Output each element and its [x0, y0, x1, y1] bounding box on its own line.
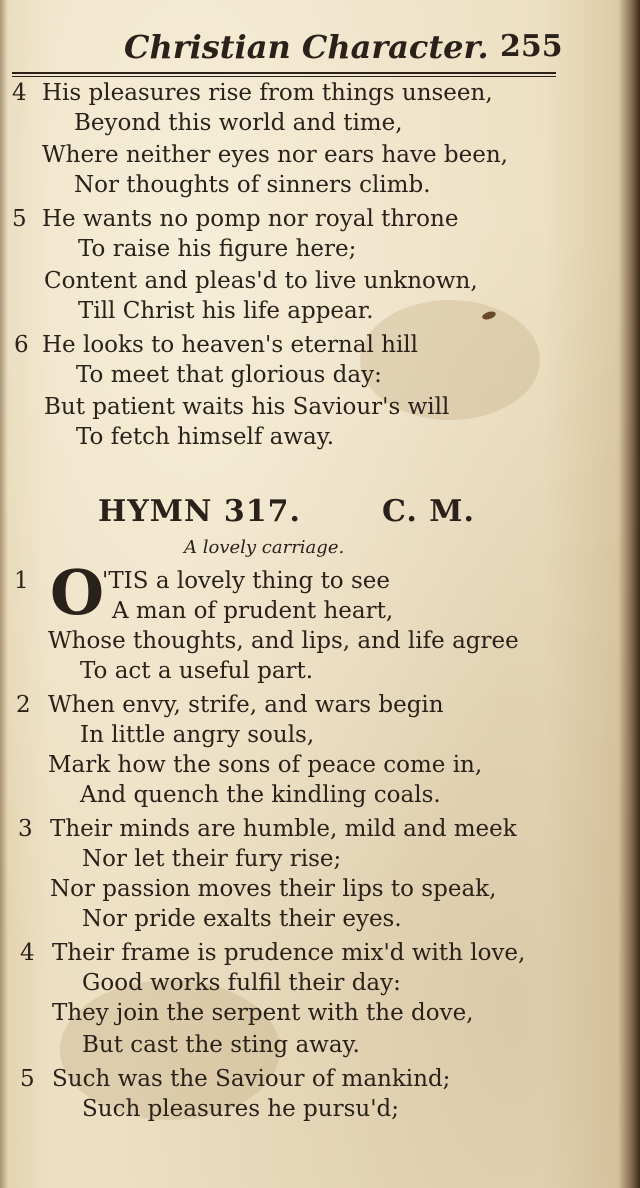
- verse-line: Nor pride exalts their eyes.: [82, 906, 402, 932]
- verse-number: 1: [14, 568, 29, 594]
- verse-line: In little angry souls,: [80, 722, 315, 748]
- verse-number: 6: [14, 332, 29, 358]
- hymn-subtitle: A lovely carriage.: [184, 537, 345, 558]
- page-gutter-shadow: [0, 0, 8, 1188]
- verse-line: Their minds are humble, mild and meek: [50, 816, 517, 842]
- verse-line: 'TIS a lovely thing to see: [102, 568, 390, 594]
- verse-line: Content and pleas'd to live unknown,: [44, 268, 478, 294]
- verse-line: To meet that glorious day:: [76, 362, 382, 388]
- verse-line: But cast the sting away.: [82, 1032, 360, 1058]
- verse-number: 3: [18, 816, 33, 842]
- verse-line: Whose thoughts, and lips, and life agree: [48, 628, 519, 654]
- hymn-heading: [98, 490, 538, 534]
- page-edge-shadow: [618, 0, 640, 1188]
- verse-line: Till Christ his life appear.: [78, 298, 374, 324]
- drop-cap: O: [50, 556, 105, 629]
- verse-line: Where neither eyes nor ears have been,: [42, 142, 508, 168]
- verse-line: Their frame is prudence mix'd with love,: [52, 940, 526, 966]
- verse-line: To fetch himself away.: [76, 424, 335, 450]
- verse-number: 4: [20, 940, 35, 966]
- verse-line: When envy, strife, and wars begin: [48, 692, 444, 718]
- verse-line: Nor let their fury rise;: [82, 846, 342, 872]
- page-number: 255: [500, 29, 563, 64]
- hymn-meter: C. M.: [382, 494, 475, 529]
- verse-line: Good works fulfil their day:: [82, 970, 401, 996]
- verse-line: Such pleasures he pursu'd;: [82, 1096, 399, 1122]
- hymn-title: HYMN 317.: [98, 494, 301, 529]
- running-header: [0, 22, 600, 72]
- verse-line: He looks to heaven's eternal hill: [42, 332, 419, 358]
- verse-number: 2: [16, 692, 31, 718]
- verse-line: A man of prudent heart,: [112, 598, 394, 624]
- verse-line: Beyond this world and time,: [74, 110, 403, 136]
- verse-line: To act a useful part.: [80, 658, 314, 684]
- verse-line: He wants no pomp nor royal throne: [42, 206, 459, 232]
- verse-line: Mark how the sons of peace come in,: [48, 752, 483, 778]
- verse-line: And quench the kindling coals.: [80, 782, 441, 808]
- verse-line: To raise his figure here;: [78, 236, 357, 262]
- verse-number: 4: [12, 80, 27, 106]
- verse-line: Nor thoughts of sinners climb.: [74, 172, 431, 198]
- verse-line: But patient waits his Saviour's will: [44, 394, 450, 420]
- verse-line: Such was the Saviour of mankind;: [52, 1066, 451, 1092]
- verse-line: They join the serpent with the dove,: [52, 1000, 474, 1026]
- verse-line: His pleasures rise from things unseen,: [42, 80, 493, 106]
- header-rule: [12, 72, 556, 74]
- verse-line: Nor passion moves their lips to speak,: [50, 876, 497, 902]
- verse-number: 5: [20, 1066, 35, 1092]
- verse-number: 5: [12, 206, 27, 232]
- running-title: Christian Character.: [124, 28, 489, 66]
- header-rule: [12, 76, 556, 77]
